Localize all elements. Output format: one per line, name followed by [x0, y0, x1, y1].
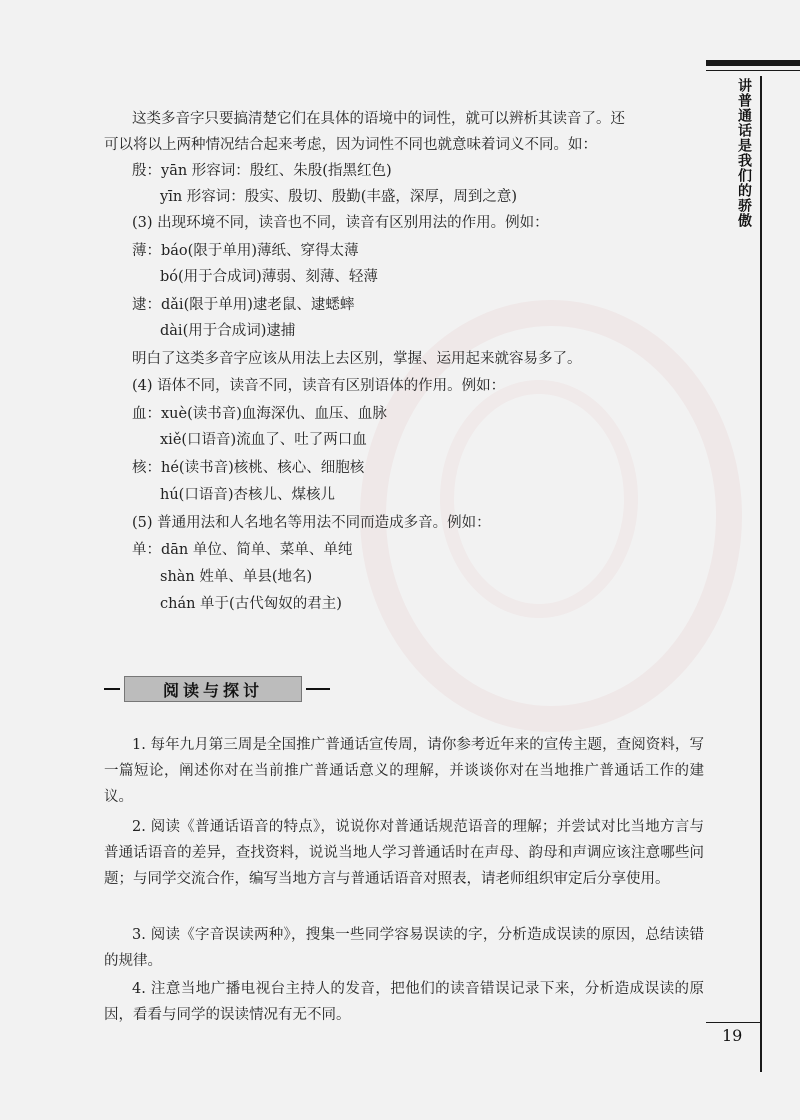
body-line: 这类多音字只要搞清楚它们在具体的语境中的词性，就可以辨析其读音了。还 — [132, 111, 625, 127]
example-line: hú(口语音)杏核儿、煤核儿 — [160, 487, 335, 503]
exercise-item: 4. 注意当地广播电视台主持人的发音，把他们的读音错误记录下来，分析造成误读的原因，看看与同学的误读情况有无不同。 — [104, 981, 704, 1023]
example-line: bó(用于合成词)薄弱、刻薄、轻薄 — [160, 269, 378, 285]
section-title: 阅读与探讨 — [162, 681, 263, 700]
example-line: chán 单于(古代匈奴的君主) — [160, 596, 342, 612]
watermark-inner-ring — [440, 380, 638, 618]
exercise-item: 3. 阅读《字音误读两种》，搜集一些同学容易误读的字，分析造成误读的原因，总结读错的规律。 — [104, 927, 704, 969]
example-line: xiě(口语音)流血了、吐了两口血 — [160, 432, 367, 448]
example-line: 血：xuè(读书音)血海深仇、血压、血脉 — [132, 406, 387, 422]
exercise-item: 1. 每年九月第三周是全国推广普通话宣传周，请你参考近年来的宣传主题，查阅资料，写一篇短论，阐述你对在当前推广普通话意义的理解，并谈谈你对在当地推广普通话工作的建议。 — [104, 737, 704, 805]
body-line: 明白了这类多音字应该从用法上去区别，掌握、运用起来就容易多了。 — [132, 351, 582, 367]
example-line: dài(用于合成词)逮捕 — [160, 323, 296, 339]
side-vertical-rule — [760, 76, 762, 1072]
example-line: shàn 姓单、单县(地名) — [160, 569, 313, 585]
example-line: 薄：báo(限于单用)薄纸、穿得太薄 — [132, 243, 359, 259]
header-rule-thin — [706, 70, 800, 71]
side-chapter-title: 讲普通话是我们的骄傲 — [736, 78, 752, 228]
example-line: 逮：dǎi(限于单用)逮老鼠、逮蟋蟀 — [132, 297, 355, 313]
section-title-box — [124, 676, 302, 702]
example-line: 核：hé(读书音)核桃、核心、细胞核 — [132, 460, 365, 476]
exercise-item: 2. 阅读《普通话语音的特点》，说说你对普通话规范语音的理解；并尝试对比当地方言与普通话语音的差异，查找资料，说说当地人学习普通话时在声母、韵母和声调应该注意哪些问题；与同学交流合作，编写当地方言与普通话语音对照表，请老师组织审定后分享使用。 — [104, 819, 704, 887]
example-line: yīn 形容词：殷实、殷切、殷勤(丰盛，深厚，周到之意) — [160, 189, 518, 205]
example-line: 殷：yān 形容词：殷红、朱殷(指黑红色) — [132, 163, 392, 179]
section-dash-right — [306, 688, 330, 690]
page-number: 19 — [722, 1026, 743, 1045]
section-header — [104, 676, 344, 702]
body-line: 可以将以上两种情况结合起来考虑，因为词性不同也就意味着词义不同。如： — [104, 137, 597, 153]
body-line: (3) 出现环境不同，读音也不同，读音有区别用法的作用。例如： — [132, 215, 549, 231]
footer-rule — [706, 1022, 760, 1023]
header-rule-thick — [706, 60, 800, 66]
section-dash-left — [104, 688, 120, 690]
example-line: 单：dān 单位、简单、菜单、单纯 — [132, 542, 353, 558]
body-line: (4) 语体不同，读音不同，读音有区别语体的作用。例如： — [132, 378, 506, 394]
body-line: (5) 普通用法和人名地名等用法不同而造成多音。例如： — [132, 515, 491, 531]
